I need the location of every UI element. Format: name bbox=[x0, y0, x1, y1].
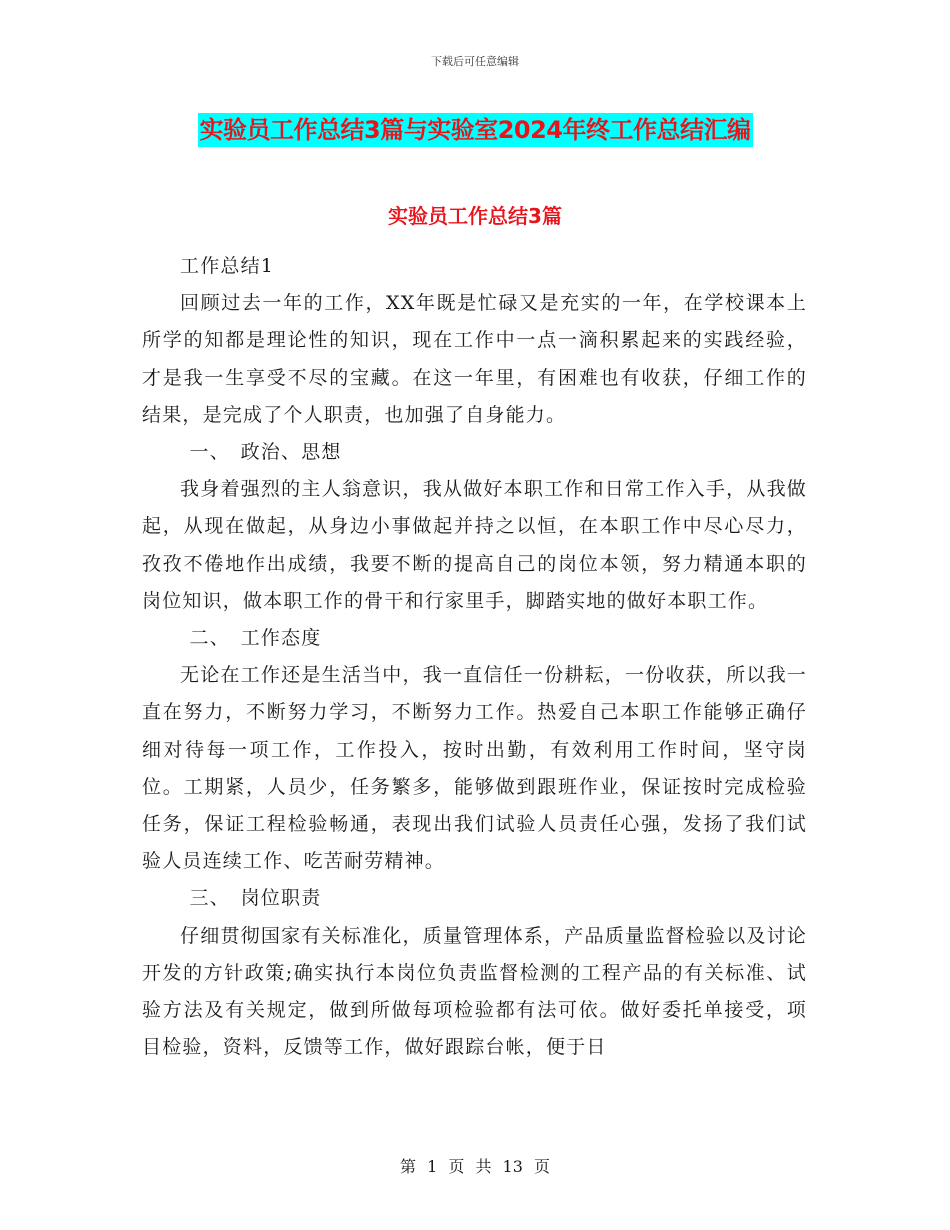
document-body bbox=[142, 248, 807, 1066]
section-title: 实验员工作总结3篇 bbox=[388, 204, 562, 228]
body-paragraph: 我身着强烈的主人翁意识，我从做好本职工作和日常工作入手，从我做起，从现在做起，从身边小事做起并持之以恒，在本职工作中尽心尽力，孜孜不倦地作出成绩，我要不断的提高自己的岗位本领，努力精通本职的岗位知识，做本职工作的骨干和行家里手，脚踏实地的做好本职工作。 bbox=[142, 478, 807, 612]
section-heading-duties: 三、 岗位职责 bbox=[189, 887, 322, 910]
summary-label: 工作总结1 bbox=[180, 255, 275, 277]
main-title-wrap bbox=[0, 113, 950, 147]
section-heading-politics: 一、 政治、思想 bbox=[189, 441, 342, 464]
page-footer: 第 1 页 共 13 页 bbox=[400, 1157, 550, 1176]
header-note: 下载后可任意编辑 bbox=[431, 55, 519, 68]
body-paragraph: 无论在工作还是生活当中，我一直信任一份耕耘，一份收获，所以我一直在努力，不断努力学习，不断努力工作。热爱自己本职工作能够正确仔细对待每一项工作，工作投入，按时出勤，有效利用工作时间，坚守岗位。工期紧，人员少，任务繁多，能够做到跟班作业，保证按时完成检验任务，保证工程检验畅通，表现出我们试验人员责任心强，发扬了我们试验人员连续工作、吃苦耐劳精神。 bbox=[142, 664, 807, 873]
main-title: 实验员工作总结3篇与实验室2024年终工作总结汇编 bbox=[198, 113, 753, 147]
body-paragraph: 回顾过去一年的工作，XX年既是忙碌又是充实的一年，在学校课本上所学的知都是理论性的知识，现在工作中一点一滴积累起来的实践经验，才是我一生享受不尽的宝藏。在这一年里，有困难也有收获，仔细工作的结果，是完成了个人职责，也加强了自身能力。 bbox=[142, 292, 807, 426]
body-paragraph: 仔细贯彻国家有关标准化，质量管理体系，产品质量监督检验以及讨论开发的方针政策;确实执行本岗位负责监督检测的工程产品的有关标准、试验方法及有关规定，做到所做每项检验都有法可依。做好委托单接受，项目检验，资料，反馈等工作，做好跟踪台帐，便于日 bbox=[142, 924, 807, 1059]
section-heading-attitude: 二、 工作态度 bbox=[189, 627, 322, 650]
